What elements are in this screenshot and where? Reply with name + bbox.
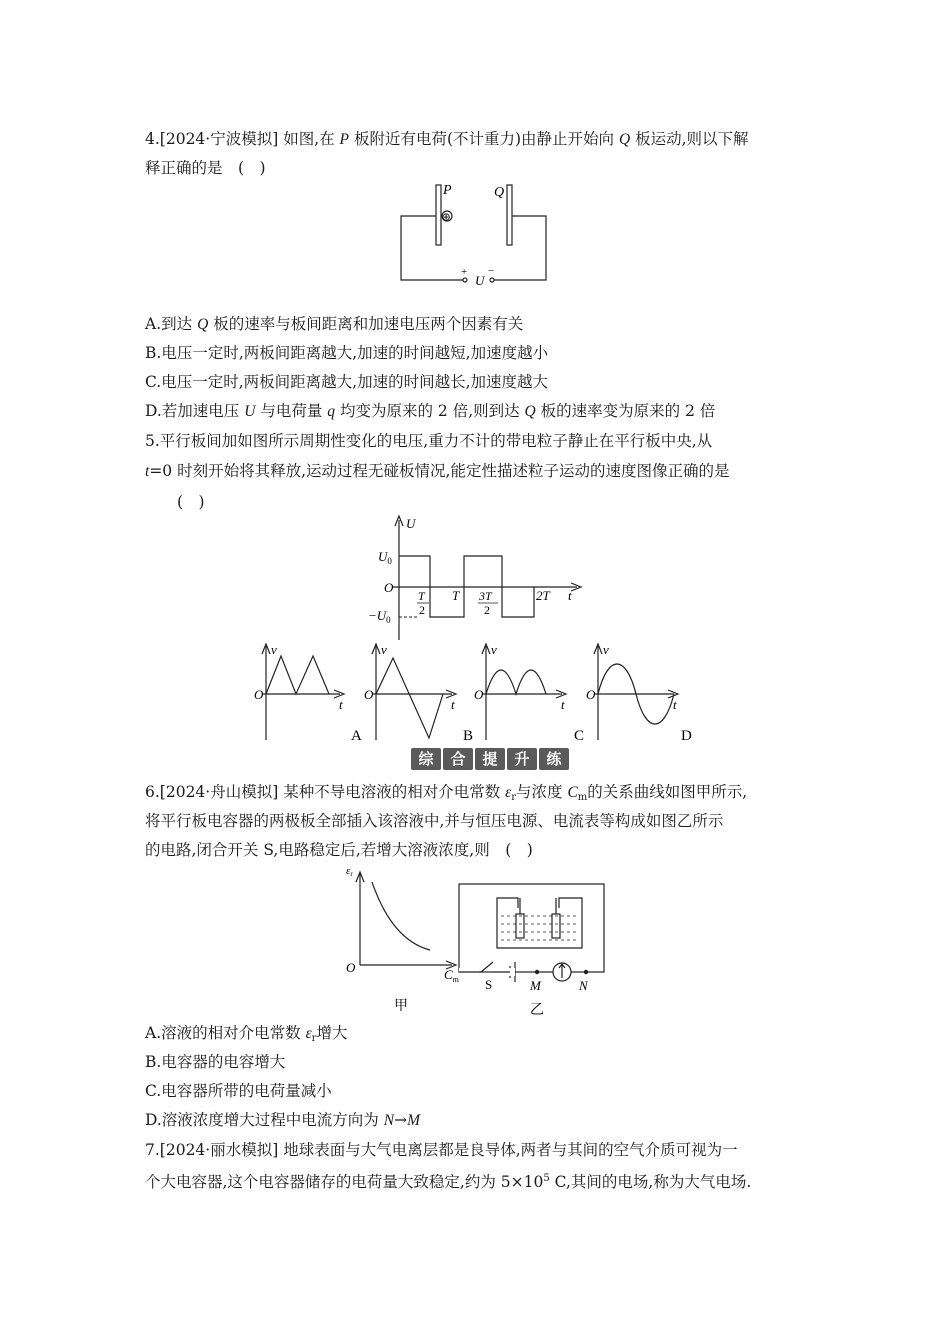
q5-tick-t: T: [452, 588, 460, 603]
q5-tick-3t2-num: 3T: [479, 589, 492, 603]
q6-option-d: D.溶液浓度增大过程中电流方向为 N→M: [145, 1111, 420, 1129]
q5-tick-3t2-den: 2: [484, 603, 490, 617]
q5-label-b: B: [463, 728, 474, 744]
q4-charge-symbol: ⊕: [441, 211, 451, 224]
q5-tick-2t: 2T: [536, 588, 550, 603]
q5-b-v: v: [381, 642, 387, 657]
q5-axis-u: U: [406, 516, 416, 531]
q4-label-p: P: [443, 183, 452, 198]
q6-figure-yi: [455, 878, 615, 1018]
q5-label-d: D: [681, 728, 692, 744]
banner-char: 综: [411, 748, 441, 770]
q6-option-c: C.电容器所带的电荷量减小: [145, 1082, 332, 1100]
q7-stem-line2: 个大电容器,这个电容器储存的电荷量大致稳定,约为 $5\times 10^5$ C,其间的电场,称为大气电场.: [145, 1173, 752, 1191]
q4-label-u: U: [475, 273, 485, 288]
q5-origin: O: [384, 580, 394, 595]
q6-option-b: B.电容器的电容增大: [145, 1053, 286, 1071]
banner-char: 提: [475, 748, 505, 770]
q5-axis-t: t: [568, 588, 572, 603]
q6-figure-jia: [340, 862, 460, 1012]
q4-stem-line1: 4.[2024·宁波模拟] 如图,在 P 板附近有电荷(不计重力)由静止开始向 Q 板运动,则以下解: [145, 130, 749, 148]
q5-option-graphs: [250, 640, 710, 748]
banner-char: 升: [507, 748, 537, 770]
q5-b-o: O: [364, 687, 374, 702]
q4-option-a: A.到达 Q 板的速率与板间距离和加速电压两个因素有关: [145, 315, 524, 333]
q5-tick-neg-u0: $-U_0$: [368, 608, 391, 625]
q6-yi-s: S: [485, 977, 493, 992]
q7-stem-line1: 7.[2024·丽水模拟] 地球表面与大气电离层都是良导体,两者与其间的空气介质可视为一: [145, 1141, 738, 1159]
q6-option-a: A.溶液的相对介电常数 $\varepsilon_r$增大: [145, 1024, 348, 1044]
q5-tick-half-t-den: 2: [419, 603, 425, 617]
q6-yi-m: M: [530, 978, 541, 993]
q5-a-t: t: [339, 697, 343, 712]
q4-stem-line2: 释正确的是 ( ): [145, 159, 266, 177]
section-banner: [411, 748, 569, 770]
q4-plus: +: [461, 266, 468, 278]
q5-label-a: A: [351, 728, 362, 744]
q6-jia-xaxis: $C_m$: [444, 967, 459, 984]
q5-d-t: t: [673, 697, 677, 712]
banner-char: 合: [443, 748, 473, 770]
q5-a-o: O: [254, 687, 264, 702]
q4-minus: −: [488, 265, 495, 277]
q5-c-t: t: [561, 697, 565, 712]
q5-d-v: v: [603, 642, 609, 657]
banner-char: 练: [539, 748, 569, 770]
q5-tick-half-t-num: T: [418, 589, 425, 603]
q5-b-t: t: [451, 697, 455, 712]
q5-c-o: O: [474, 687, 484, 702]
q4-option-d: D.若加速电压 U 与电荷量 q 均变为原来的 2 倍,则到达 Q 板的速率变为原来的 2 倍: [145, 402, 716, 420]
q4-capacitor-figure: [395, 180, 565, 290]
q5-a-v: v: [271, 642, 277, 657]
q4-option-c: C.电压一定时,两板间距离越大,加速的时间越长,加速度越大: [145, 373, 549, 391]
q4-option-b: B.电压一定时,两板间距离越大,加速的时间越短,加速度越小: [145, 344, 549, 362]
q6-stem-line3: 的电路,闭合开关 S,电路稳定后,若增大溶液浓度,则 ( ): [145, 841, 533, 859]
q6-yi-caption: 乙: [530, 1003, 544, 1018]
q6-jia-origin: O: [346, 960, 356, 975]
q5-c-v: v: [491, 642, 497, 657]
q6-stem-line1: 6.[2024·舟山模拟] 某种不导电溶液的相对介电常数 $\varepsilon_r$与浓度 $C_m$的关系曲线如图甲所示,: [145, 783, 748, 803]
q6-yi-n: N: [579, 978, 588, 993]
q5-voltage-graph: [362, 510, 592, 640]
q5-answer-paren: ( ): [177, 493, 205, 511]
q5-stem-line2: t=0 时刻开始将其释放,运动过程无碰板情况,能定性描述粒子运动的速度图像正确的是: [145, 462, 730, 480]
q6-stem-line2: 将平行板电容器的两极板全部插入该溶液中,并与恒压电源、电流表等构成如图乙所示: [145, 812, 724, 830]
q4-label-q: Q: [494, 185, 505, 200]
q5-stem-line1: 5.平行板间加如图所示周期性变化的电压,重力不计的带电粒子静止在平行板中央,从: [145, 432, 713, 450]
q5-tick-u0: $U_0$: [378, 549, 392, 566]
q5-d-o: O: [586, 687, 596, 702]
q5-label-c: C: [574, 728, 585, 744]
q6-jia-yaxis: εr: [346, 865, 353, 878]
q6-jia-caption: 甲: [394, 999, 408, 1014]
